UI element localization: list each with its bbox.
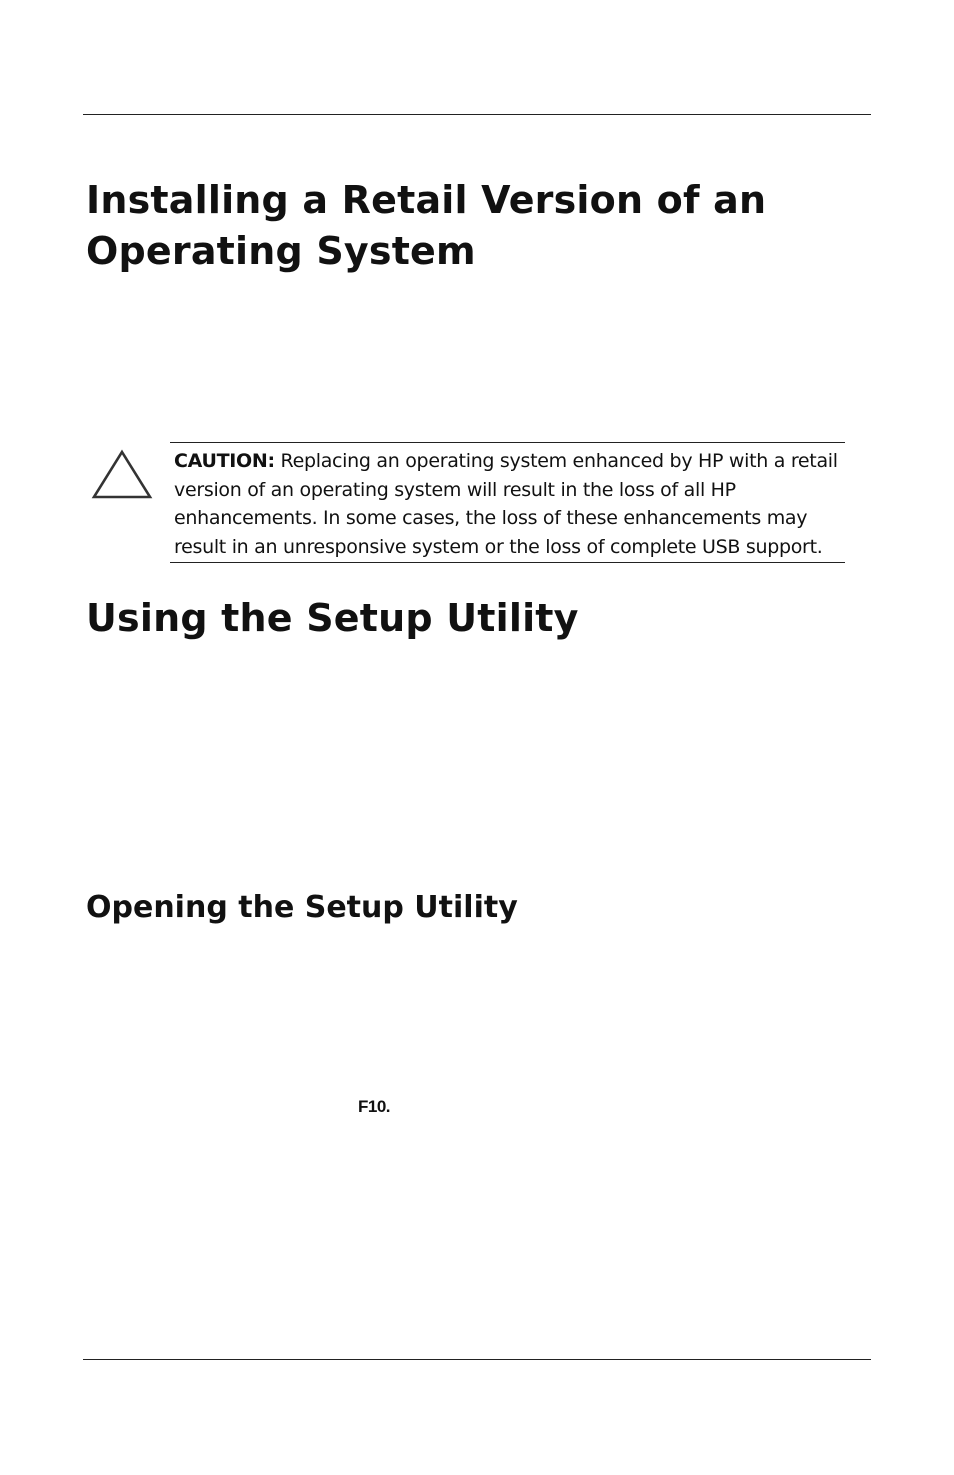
- using-setup-utility-heading: Using the Setup Utility: [86, 596, 579, 640]
- warning-triangle-icon: [90, 447, 154, 503]
- install-heading-line-2: Operating System: [86, 229, 476, 273]
- header-rule: [83, 114, 871, 115]
- caution-paragraph: [174, 447, 842, 561]
- install-retail-os-heading: [86, 175, 766, 277]
- caution-body: Replacing an operating system enhanced by HP with a retail version of an operating system will result in the loss of all HP enhancements. In some cases, the loss of these enhancements may result in an unresponsive system or the loss of complete USB support.: [174, 450, 838, 558]
- opening-setup-utility-heading: Opening the Setup Utility: [86, 890, 518, 925]
- f10-key-label: F10.: [358, 1097, 391, 1116]
- caution-notice: [170, 442, 845, 563]
- footer-rule: [83, 1359, 871, 1360]
- caution-label: CAUTION:: [174, 450, 275, 472]
- install-heading-line-1: Installing a Retail Version of an: [86, 178, 767, 222]
